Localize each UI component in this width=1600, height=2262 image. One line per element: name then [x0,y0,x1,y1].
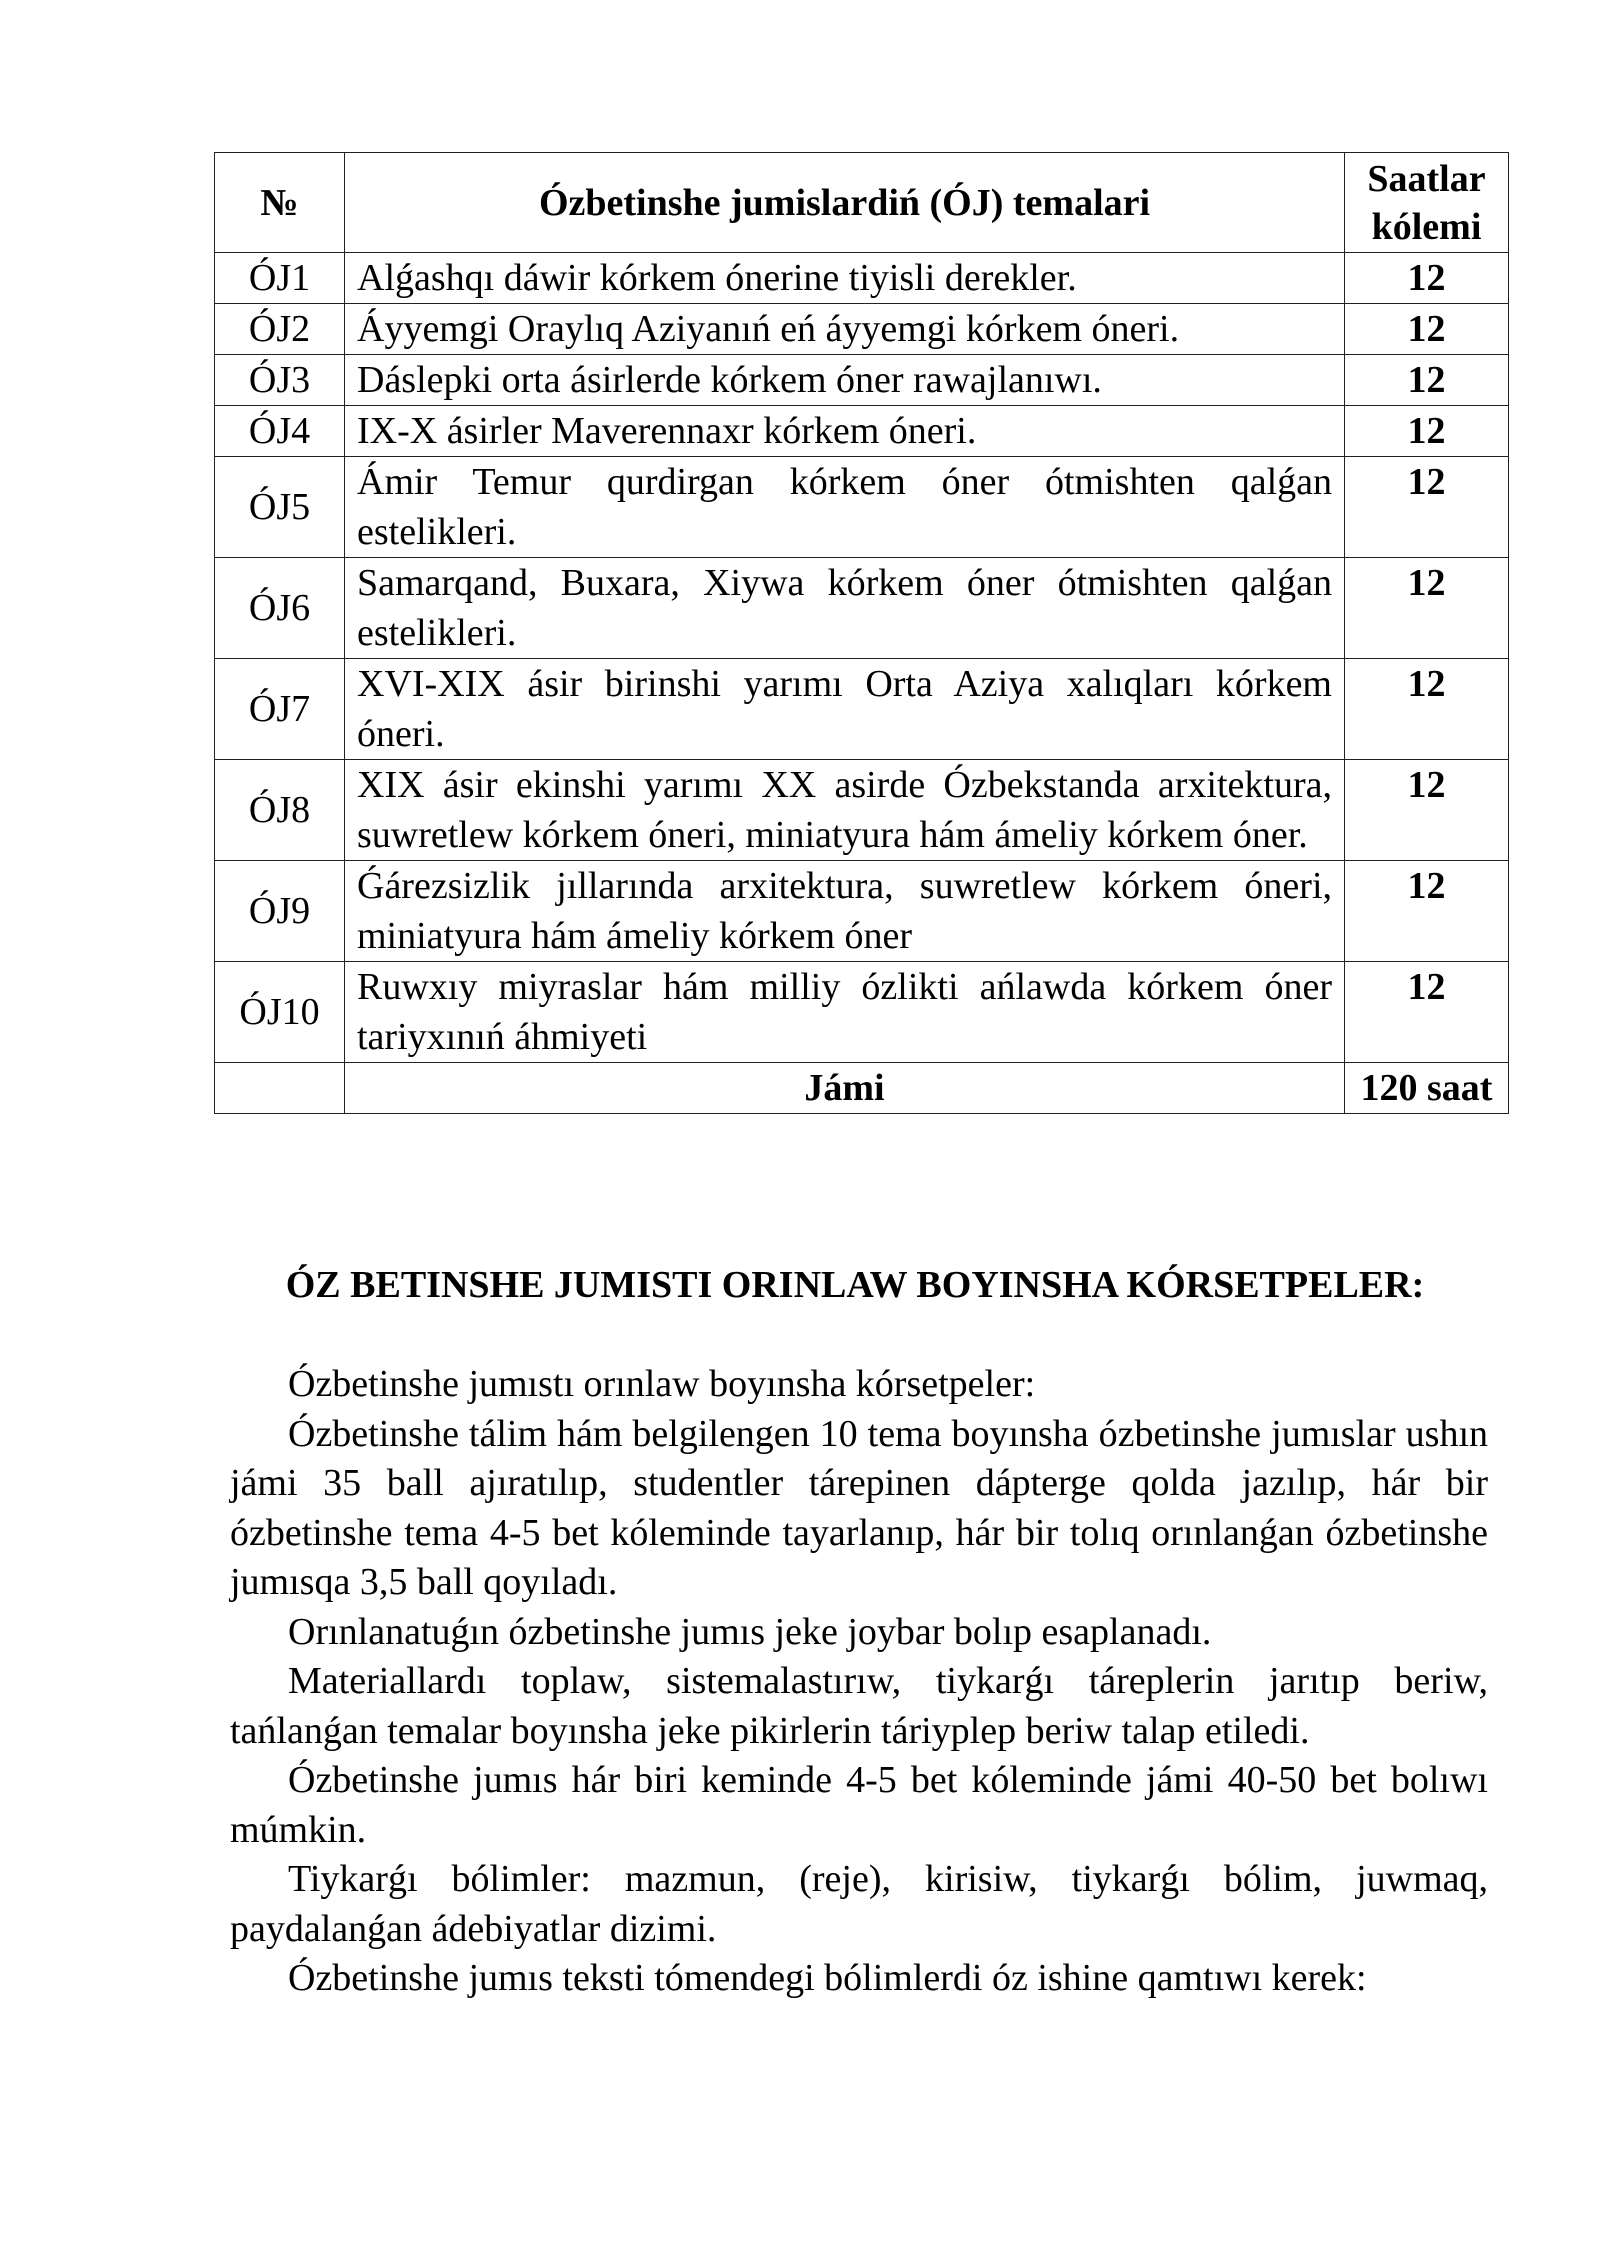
row-hours: 12 [1345,304,1509,355]
row-hours: 12 [1345,861,1509,962]
row-number: ÓJ6 [215,558,345,659]
total-hours: 120 saat [1345,1063,1509,1114]
header-hours: Saatlar kólemi [1345,153,1509,253]
table-row [215,457,1509,558]
paragraph: Ózbetinshe jumıs hár biri keminde 4-5 bet kóleminde jámi 40-50 bet bolıwı múmkin. [230,1759,1488,1851]
table-row [215,355,1509,406]
row-hours: 12 [1345,253,1509,304]
header-number: № [215,153,345,253]
row-number: ÓJ1 [215,253,345,304]
row-number: ÓJ5 [215,457,345,558]
row-hours: 12 [1345,558,1509,659]
row-topic: Ǵárezsizlik jıllarında arxitektura, suwretlew kórkem óneri, miniatyura hám ámeliy kórkem óner [345,861,1345,962]
table-row [215,406,1509,457]
table-row [215,962,1509,1063]
row-topic: Samarqand, Buxara, Xiywa kórkem óner ótmishten qalǵan estelikleri. [345,558,1345,659]
row-number: ÓJ10 [215,962,345,1063]
total-label: Jámi [345,1063,1345,1114]
row-hours: 12 [1345,760,1509,861]
section-body [230,1360,1488,2004]
table-row [215,760,1509,861]
row-hours: 12 [1345,659,1509,760]
table-total-row [215,1063,1509,1114]
row-hours: 12 [1345,355,1509,406]
table-row [215,558,1509,659]
table-header-row [215,153,1509,253]
table-row [215,253,1509,304]
row-hours: 12 [1345,457,1509,558]
paragraph: Orınlanatuǵın ózbetinshe jumıs jeke joybar bolıp esaplanadı. [288,1610,1212,1653]
row-number: ÓJ9 [215,861,345,962]
header-topic: Ózbetinshe jumislardiń (ÓJ) temalari [345,153,1345,253]
row-topic: Alǵashqı dáwir kórkem ónerine tiyisli derekler. [345,253,1345,304]
row-hours: 12 [1345,962,1509,1063]
row-topic: XIX ásir ekinshi yarımı XX asirde Ózbekstanda arxitektura, suwretlew kórkem óneri, miniatyura hám ámeliy kórkem óner. [345,760,1345,861]
paragraph: Ózbetinshe jumıstı orınlaw boyınsha kórsetpeler: [288,1363,1036,1405]
row-number: ÓJ8 [215,760,345,861]
row-number: ÓJ3 [215,355,345,406]
row-topic: Áyyemgi Oraylıq Aziyanıń eń áyyemgi kórkem óneri. [345,304,1345,355]
table-row [215,304,1509,355]
total-empty-cell [215,1063,345,1114]
paragraph: Materiallardı toplaw, sistemalastırıw, tiykarǵı táreplerin jarıtıp beriw, tańlanǵan temalar boyınsha jeke pikirlerin táriyplep beriw talap etiledi. [230,1660,1488,1752]
row-number: ÓJ2 [215,304,345,355]
row-topic: Dáslepki orta ásirlerde kórkem óner rawajlanıwı. [345,355,1345,406]
paragraph: Ózbetinshe jumıs teksti tómendegi bólimlerdi óz ishine qamtıwı kerek: [288,1957,1367,1999]
row-number: ÓJ7 [215,659,345,760]
paragraph: Tiykarǵı bólimler: mazmun, (reje), kirisiw, tiykarǵı bólim, juwmaq, paydalanǵan ádebiyatlar dizimi. [230,1858,1488,1950]
row-number: ÓJ4 [215,406,345,457]
row-hours: 12 [1345,406,1509,457]
row-topic: XVI-XIX ásir birinshi yarımı Orta Aziya xalıqları kórkem óneri. [345,659,1345,760]
row-topic: Ruwxıy miyraslar hám milliy ózlikti ańlawda kórkem óner tariyxınıń áhmiyeti [345,962,1345,1063]
table-row [215,861,1509,962]
paragraph: Ózbetinshe tálim hám belgilengen 10 tema boyınsha ózbetinshe jumıslar ushın jámi 35 ball ajıratılıp, studentler tárepinen dápterge qolda jazılıp, hár bir ózbetinshe tema 4-5 bet kóleminde tayarlanıp, hár bir tolıq orınlanǵan ózbetinshe jumısqa 3,5 ball qoyıladı. [230,1412,1488,1603]
table-row [215,659,1509,760]
row-topic: Ámir Temur qurdirgan kórkem óner ótmishten qalǵan estelikleri. [345,457,1345,558]
topics-table [214,152,1509,1114]
row-topic: IX-X ásirler Maverennaxr kórkem óneri. [345,406,1345,457]
section-heading: ÓZ BETINSHE JUMISTI ORINLAW BOYINSHA KÓRSETPELER: [285,1264,1425,1306]
